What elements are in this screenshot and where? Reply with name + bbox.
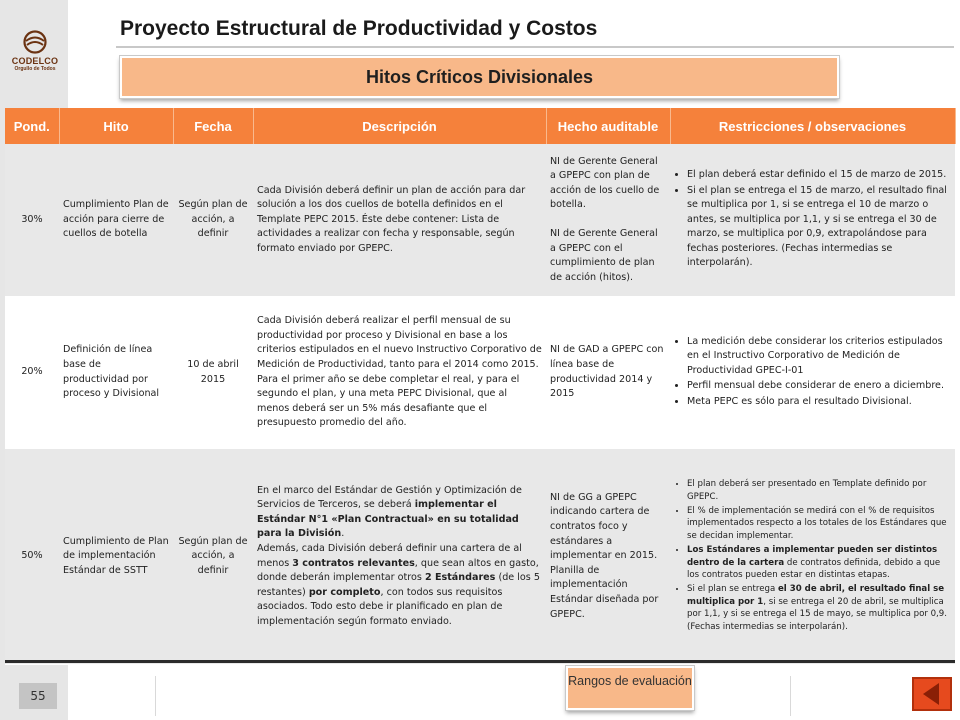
column-header-fecha: Fecha xyxy=(173,108,253,144)
restriction-item: • El plan deberá ser presentado en Template definido por GPEPC. xyxy=(687,478,951,503)
cell-descripcion xyxy=(253,449,546,665)
restriction-item xyxy=(687,583,951,634)
cell-fecha: Según plan de acción, a definir xyxy=(173,144,253,297)
restriction-item: • El plan deberá estar definido el 15 de marzo de 2015. xyxy=(687,168,951,183)
table-row xyxy=(5,144,955,297)
table-row xyxy=(5,449,955,665)
restriction-item xyxy=(687,544,951,582)
desc-text: (de los 5 restantes) xyxy=(257,572,540,598)
desc-bold-text: implementar el Estándar N°1 «Plan Contractual» en su totalidad para la División xyxy=(257,499,519,540)
desc-text: Además, cada División deberá definir una cartera de al menos xyxy=(257,542,522,569)
codelco-emblem-icon xyxy=(23,30,47,54)
cell-hito: Cumplimiento de Plan de implementación Estándar de SSTT xyxy=(59,449,173,665)
hecho-text: NI de Gerente General a GPEPC con plan de acción de los cuello de botella. xyxy=(550,155,660,211)
cell-fecha: Según plan de acción, a definir xyxy=(173,449,253,665)
desc-bold-text: por completo xyxy=(308,586,381,598)
page-title: Proyecto Estructural de Productividad y Costos xyxy=(120,17,598,40)
cell-hito: Definición de línea base de productividad por proceso y Divisional xyxy=(59,297,173,449)
table-row xyxy=(5,297,955,449)
table-header-row xyxy=(5,108,955,144)
back-arrow-icon xyxy=(914,679,950,709)
page-number: 55 xyxy=(19,683,57,709)
rangos-evaluacion-button[interactable]: Rangos de evaluación xyxy=(566,666,694,710)
restriction-item: • Meta PEPC es sólo para el resultado Divisional. xyxy=(687,395,951,410)
cell-pond: 50% xyxy=(5,449,59,665)
logo-tagline: Orgullo de Todos xyxy=(14,66,56,72)
desc-text: , con todos sus requisitos asociados. Todo esto debe ir planificado en plan de implementación según formato enviado. xyxy=(257,586,503,627)
column-header-hito: Hito xyxy=(59,108,173,144)
title-divider xyxy=(116,46,954,48)
cell-pond: 20% xyxy=(5,297,59,449)
desc-text: En el marco del Estándar de Gestión y Optimización de Servicios de Terceros, se deberá xyxy=(257,484,522,511)
codelco-logo xyxy=(6,30,64,72)
restriction-item: • El % de implementación se medirá con el % de requisitos implementados respecto a los totales de los Estándares que se decidan implementar. xyxy=(687,505,951,543)
restriction-bold-text: Los Estándares a implementar pueden ser distintos dentro de la cartera xyxy=(687,544,938,568)
restriction-text: Si el plan se entrega xyxy=(687,583,778,594)
restriction-item: • Si el plan se entrega el 15 de marzo, el resultado final se multiplica por 1, si se entrega el 10 de marzo o antes, se multiplica por 1,1, y si se entrega el 30 de marzo, se multiplica por 0,9, extrapolándose para fechas posteriores. (Fechas intermedias se interpolarán). xyxy=(687,184,951,271)
column-header-hecho-auditable: Hecho auditable xyxy=(546,108,670,144)
cell-fecha: 10 de abril 2015 xyxy=(173,297,253,449)
restriction-text: de contratos definida, debido a que los contratos pueden estar en distintas etapas. xyxy=(687,557,941,581)
cell-hito: Cumplimiento Plan de acción para cierre de cuellos de botella xyxy=(59,144,173,297)
desc-bold-text: 3 contratos relevantes xyxy=(292,557,415,569)
cell-pond: 30% xyxy=(5,144,59,297)
cell-descripcion: Cada División deberá realizar el perfil mensual de su productividad por proceso y Divisional en base a los criterios estipulados en el nuevo Instructivo Corporativo de Medición de Productividad, tanto para el 2014 como 2015. Para el primer año se debe completar el real, y para el segundo el plan, y una meta PEPC Divisional, que al menos deberá ser un 5% más desafiante que el presupuesto promedio del año. xyxy=(253,297,546,449)
cell-hecho-auditable xyxy=(546,144,670,297)
footer-divider xyxy=(790,676,791,716)
desc-bold-text: 2 Estándares xyxy=(424,572,496,584)
desc-text: . xyxy=(341,528,345,540)
footer-divider xyxy=(155,676,156,716)
cell-restricciones xyxy=(670,297,955,449)
section-title: Hitos Críticos Divisionales xyxy=(120,56,839,98)
hecho-text: NI de Gerente General a GPEPC con el cumplimiento de plan de acción (hitos). xyxy=(550,228,658,283)
column-header-pond: Pond. xyxy=(5,108,59,144)
cell-restricciones xyxy=(670,144,955,297)
cell-restricciones xyxy=(670,449,955,665)
column-header-restricciones: Restricciones / observaciones xyxy=(670,108,955,144)
column-header-descripcion: Descripción xyxy=(253,108,546,144)
desc-text: , que sean altos en gasto, donde deberán implementar otros xyxy=(257,557,539,584)
table-bottom-rule xyxy=(5,660,955,663)
back-button[interactable] xyxy=(912,677,952,711)
cell-hecho-auditable: NI de GG a GPEPC indicando cartera de contratos foco y estándares a implementar en 2015. Planilla de implementación Estándar diseñada por GPEPC. xyxy=(546,449,670,665)
milestones-table xyxy=(5,108,956,665)
restriction-bold-text: el 30 de abril, el resultado final se multiplica por 1 xyxy=(687,583,945,607)
restriction-item: • Perfil mensual debe considerar de enero a diciembre. xyxy=(687,379,951,394)
cell-descripcion: Cada División deberá definir un plan de acción para dar solución a los dos cuellos de botella definidos en el Template PEPC 2015. Éste debe contener: Lista de actividades a realizar con fecha y responsable, según formato enviado por GPEPC. xyxy=(253,144,546,297)
logo-name: CODELCO xyxy=(11,56,59,66)
restriction-item: • La medición debe considerar los criterios estipulados en el Instructivo Corporativo de Medición de Productividad GPEC-I-01 xyxy=(687,335,951,379)
cell-hecho-auditable: NI de GAD a GPEPC con línea base de productividad 2014 y 2015 xyxy=(546,297,670,449)
restriction-text: , si se entrega el 20 de abril, se multiplica por 1,1, y si se entrega el 15 de mayo, se multiplica por 0,9. (Fechas intermedias se interpolarán). xyxy=(687,596,947,633)
